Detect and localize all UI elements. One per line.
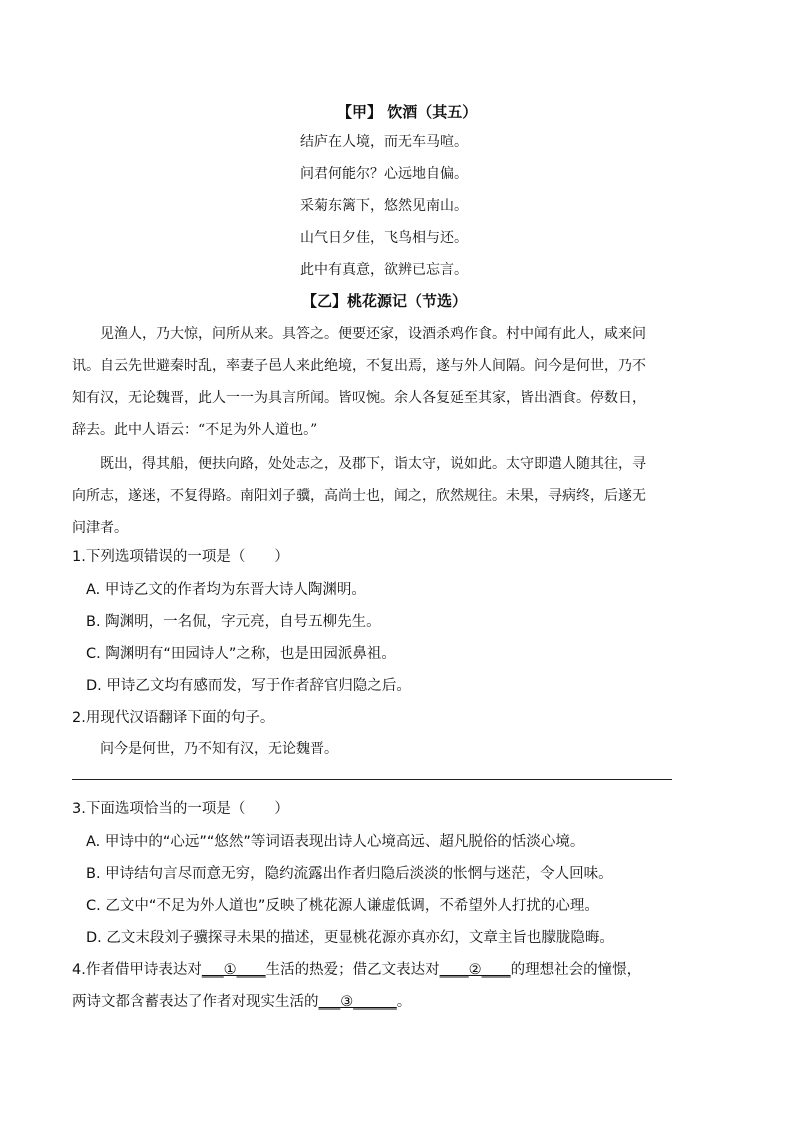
question-4-line-1 [72, 958, 641, 979]
blank-2[interactable]: ____②____ [439, 962, 511, 978]
passage-line: 辞去。此中人语云：“不足为外人道也。” [72, 422, 318, 438]
question-4-text: 生活的热爱；借乙文表达对 [265, 962, 440, 978]
question-4-line-2 [72, 990, 411, 1011]
question-3-stem: 3.下面选项恰当的一项是（ ） [72, 801, 289, 817]
passage-line: 讯。自云先世避秦时乱，率妻子邑人来此绝境，不复出焉，遂与外人间隔。问今是何世，乃不 [72, 358, 646, 374]
question-4-text: 两诗文都含蓄表达了作者对现实生活的 [72, 994, 319, 1010]
question-1-option-b: B. 陶渊明，一名侃，字元亮，自号五柳先生。 [86, 614, 381, 630]
question-4-text: 。 [396, 994, 412, 1010]
question-4-text: 4.作者借甲诗表达对 [72, 962, 202, 978]
question-1-option-d: D. 甲诗乙文均有感而发，写于作者辞官归隐之后。 [86, 678, 411, 694]
question-3-option-c: C. 乙文中“不足为外人道也”反映了桃花源人谦虚低调，不希望外人打扰的心理。 [86, 898, 599, 914]
question-1-stem: 1.下列选项错误的一项是（ ） [72, 549, 289, 565]
question-1-option-c: C. 陶渊明有“田园诗人”之称，也是田园派鼻祖。 [86, 646, 396, 662]
passage-line: 问津者。 [72, 520, 128, 536]
poem-line: 问君何能尔？心远地自偏。 [300, 166, 468, 182]
poem-title: 【甲】 饮酒（其五） [337, 103, 478, 121]
passage-line: 向所志，遂迷，不复得路。南阳刘子骥，高尚士也，闻之，欣然规往。未果，寻病终，后遂无 [72, 488, 646, 504]
blank-3[interactable]: ___③______ [318, 994, 397, 1010]
poem-line: 此中有真意，欲辨已忘言。 [300, 262, 468, 278]
passage-line: 见渔人，乃大惊，问所从来。具答之。便要还家，设酒杀鸡作食。村中闻有此人，咸来问 [100, 326, 646, 342]
question-3-option-d: D. 乙文末段刘子骥探寻未果的描述，更显桃花源亦真亦幻，文章主旨也朦胧隐晦。 [86, 930, 614, 946]
blank-1[interactable]: ___①____ [201, 962, 266, 978]
poem-line: 采菊东篱下，悠然见南山。 [300, 198, 468, 214]
question-1-option-a: A. 甲诗乙文的作者均为东晋大诗人陶渊明。 [86, 582, 366, 598]
poem-line: 山气日夕佳，飞鸟相与还。 [300, 230, 468, 246]
answer-line[interactable] [72, 779, 672, 780]
passage-line: 既出，得其船，便扶向路，处处志之，及郡下，诣太守，说如此。太守即遣人随其往，寻 [100, 456, 646, 472]
question-2-stem: 2.用现代汉语翻译下面的句子。 [72, 710, 275, 726]
poem-line: 结庐在人境，而无车马喧。 [300, 134, 468, 150]
question-4-text: 的理想社会的憧憬， [510, 962, 642, 978]
question-2-sentence: 问今是何世，乃不知有汉，无论魏晋。 [100, 741, 338, 757]
passage-line: 知有汉，无论魏晋，此人一一为具言所闻。皆叹惋。余人各复延至其家，皆出酒食。停数日， [72, 390, 646, 406]
question-3-option-a: A. 甲诗中的“心远”“悠然”等词语表现出诗人心境高远、超凡脱俗的恬淡心境。 [86, 834, 585, 850]
passage-title: 【乙】桃花源记（节选） [302, 292, 468, 310]
question-3-option-b: B. 甲诗结句言尽而意无穷，隐约流露出作者归隐后淡淡的怅惘与迷茫，令人回味。 [86, 866, 613, 882]
